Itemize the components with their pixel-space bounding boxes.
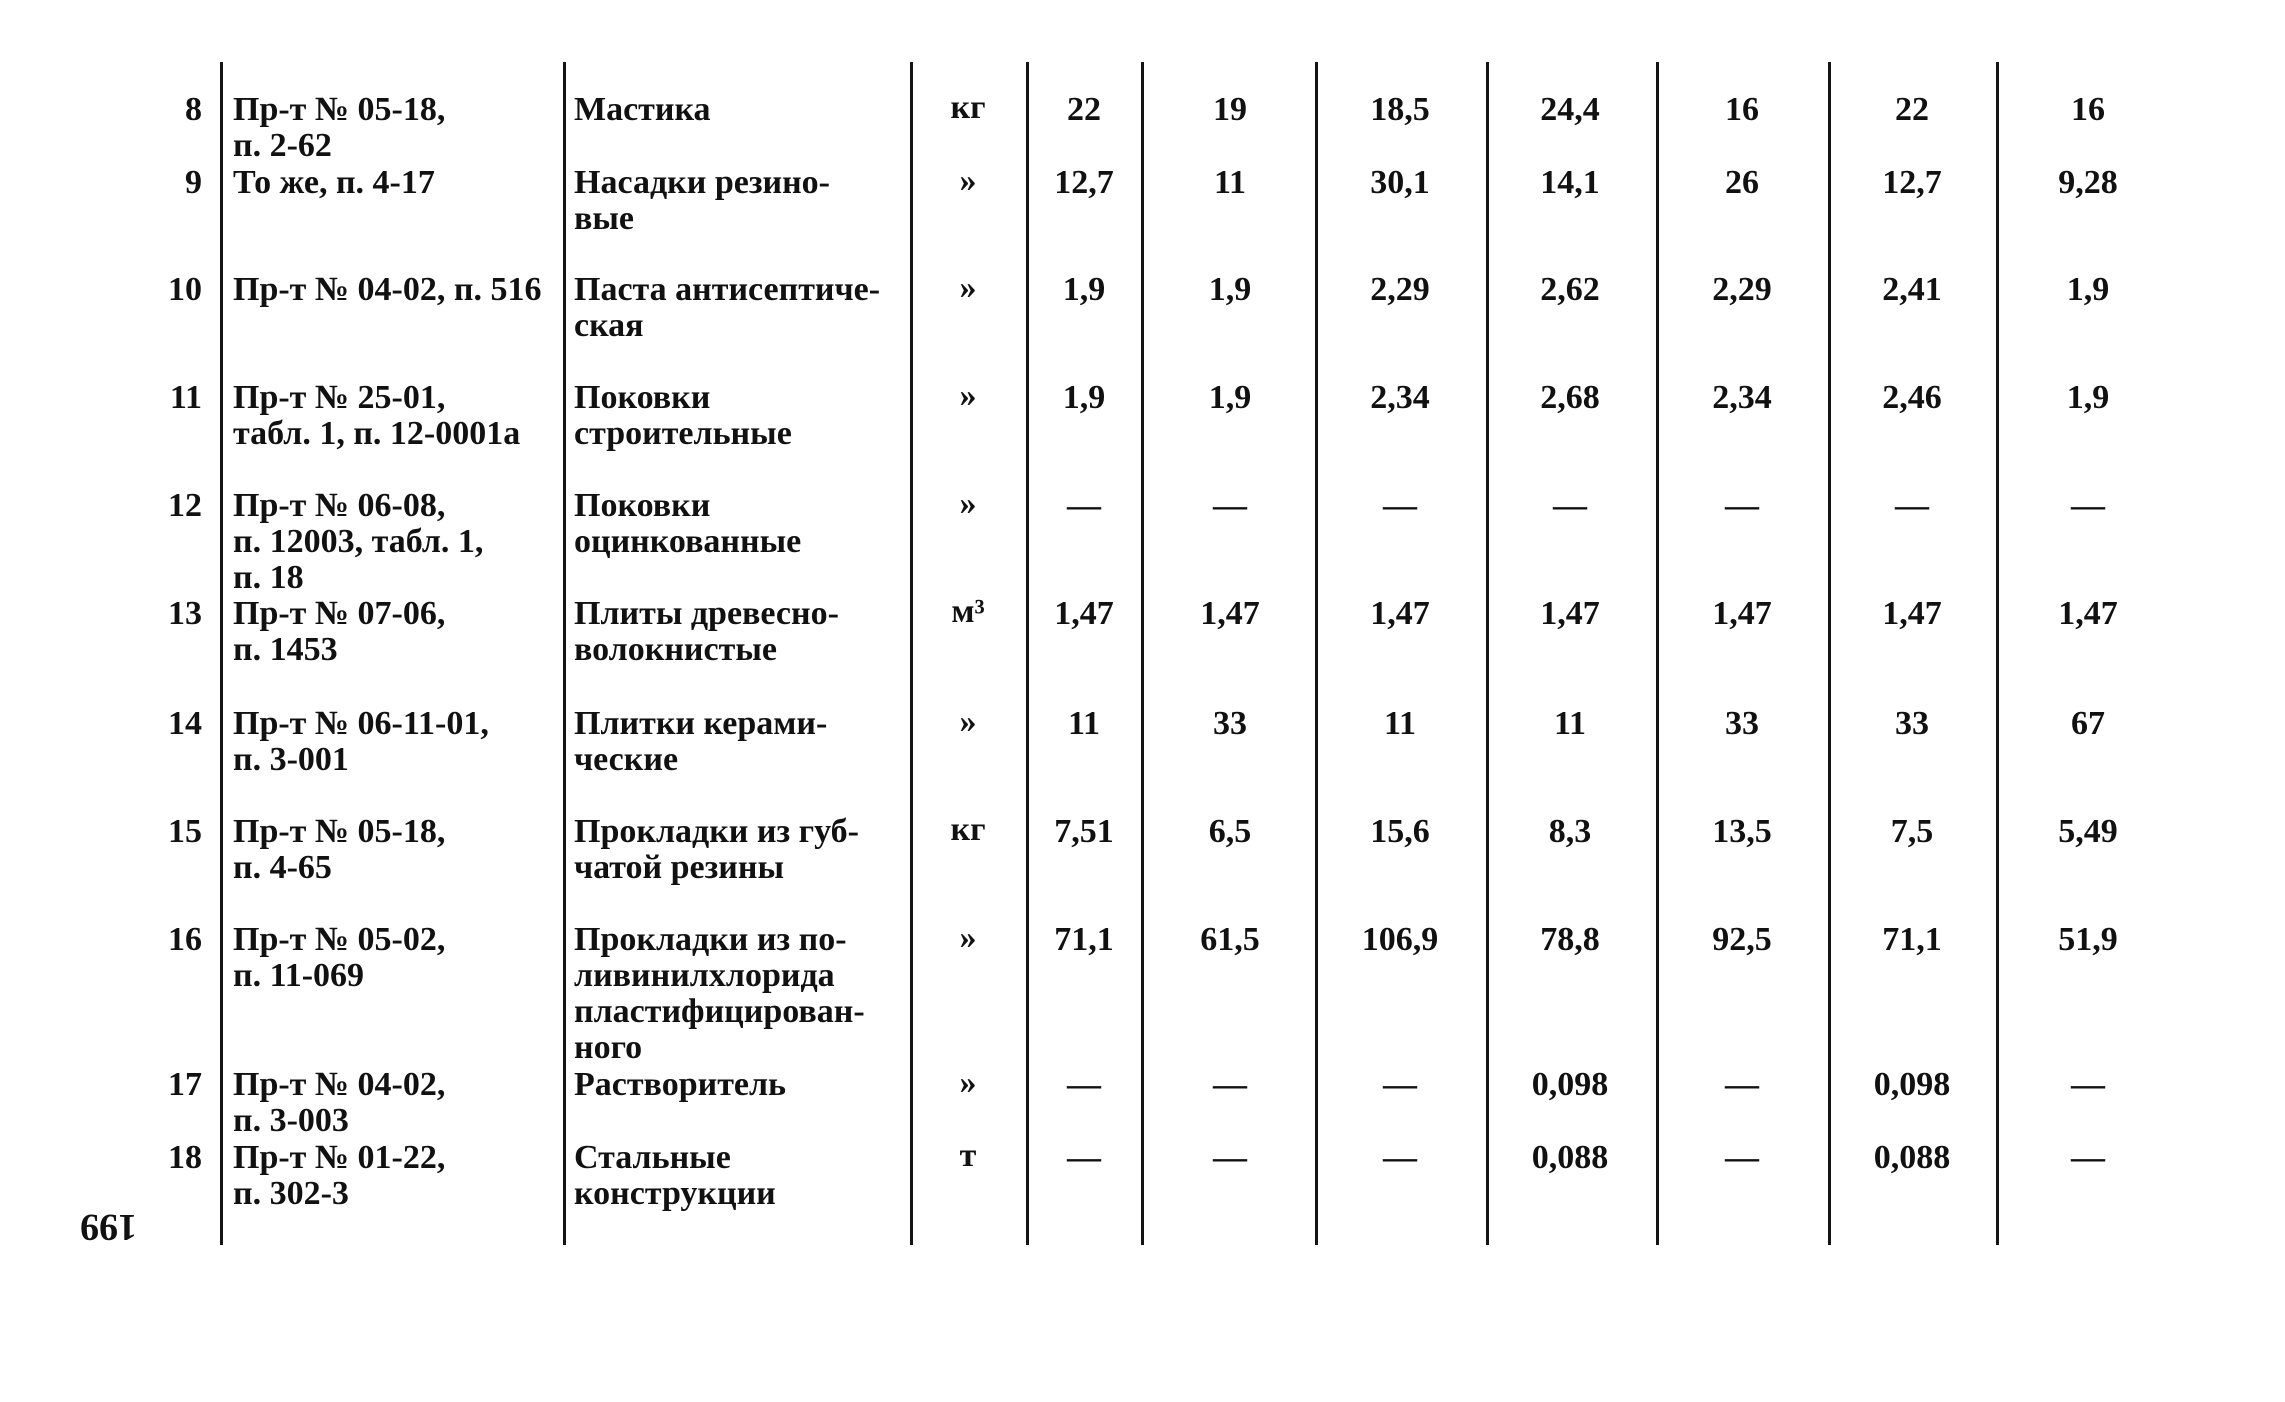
value-cell: 30,1 (1370, 164, 1430, 201)
source-reference-line: Пр-т № 01-22, (233, 1139, 446, 1176)
material-name (574, 165, 830, 237)
value-cell: 0,098 (1873, 1066, 1951, 1103)
source-reference-line: табл. 1, п. 12-0001а (233, 415, 521, 452)
row-number: 10 (168, 271, 202, 308)
source-reference (233, 814, 445, 886)
material-name-line: Поковки (574, 379, 711, 416)
material-name (574, 922, 865, 1066)
value-cell: 9,28 (2058, 164, 2118, 201)
row-number: 15 (168, 813, 202, 850)
source-reference-line: п. 11-069 (233, 957, 365, 994)
source-reference-line: п. 18 (233, 559, 304, 596)
value-cell: 16 (2071, 91, 2105, 128)
value-cell: 2,68 (1540, 379, 1600, 416)
source-reference (233, 1140, 445, 1212)
material-name (574, 706, 827, 778)
value-cell: 33 (1895, 705, 1929, 742)
value-cell: 5,49 (2058, 813, 2118, 850)
value-cell: 92,5 (1712, 921, 1772, 958)
source-reference-line: Пр-т № 06-11-01, (233, 705, 489, 742)
value-cell: — (1725, 1066, 1759, 1103)
value-cell: — (1895, 487, 1929, 524)
source-reference-line: Пр-т № 04-02, п. 516 (233, 271, 542, 308)
row-number: 17 (168, 1066, 202, 1103)
material-name-line: Прокладки из губ- (574, 813, 859, 850)
value-cell: 11 (1213, 164, 1247, 201)
value-cell: — (2071, 1066, 2105, 1103)
source-reference (233, 1067, 445, 1139)
value-cell: 71,1 (1882, 921, 1942, 958)
value-cell: 67 (2071, 705, 2105, 742)
source-reference-line: Пр-т № 25-01, (233, 379, 446, 416)
source-reference (233, 922, 445, 994)
row-number: 14 (168, 705, 202, 742)
material-name-line: ного (574, 1029, 643, 1066)
value-cell: — (1067, 487, 1101, 524)
material-name (574, 92, 711, 128)
column-rule-7 (1486, 62, 1489, 1245)
value-cell: 1,47 (1712, 595, 1772, 632)
unit-cell: » (959, 162, 977, 199)
value-cell: — (1213, 1066, 1247, 1103)
value-cell: 24,4 (1540, 91, 1600, 128)
unit-cell: кг (950, 89, 986, 126)
material-name-line: чатой резины (574, 849, 785, 886)
column-rule-2 (563, 62, 566, 1245)
value-cell: 14,1 (1540, 164, 1600, 201)
unit-cell: » (959, 919, 977, 956)
value-cell: 1,9 (1208, 271, 1252, 308)
page-number: 199 (80, 1206, 137, 1248)
value-cell: 71,1 (1054, 921, 1114, 958)
column-rule-3 (910, 62, 913, 1245)
material-name-line: ческие (574, 741, 679, 778)
column-rule-6 (1315, 62, 1318, 1245)
row-number: 8 (185, 91, 202, 128)
value-cell: 2,29 (1712, 271, 1772, 308)
material-name-line: вые (574, 200, 634, 237)
material-name-line: Насадки резино- (574, 164, 830, 201)
value-cell: 1,47 (1540, 595, 1600, 632)
value-cell: — (1725, 1139, 1759, 1176)
value-cell: — (1725, 487, 1759, 524)
value-cell: 11 (1067, 705, 1101, 742)
value-cell: — (2071, 1139, 2105, 1176)
value-cell: 2,62 (1540, 271, 1600, 308)
value-cell: — (1383, 1066, 1417, 1103)
value-cell: 22 (1895, 91, 1929, 128)
source-reference-line: Пр-т № 06-08, (233, 487, 446, 524)
value-cell: 2,34 (1370, 379, 1430, 416)
material-name (574, 488, 801, 560)
value-cell: 11 (1553, 705, 1587, 742)
material-name-line: волокнистые (574, 631, 777, 668)
material-name-line: ливинилхлорида (574, 957, 835, 994)
value-cell: — (1213, 487, 1247, 524)
row-number: 18 (168, 1139, 202, 1176)
value-cell: 1,47 (1054, 595, 1114, 632)
value-cell: 8,3 (1548, 813, 1592, 850)
material-name-line: Паста антисептиче- (574, 271, 881, 308)
value-cell: 19 (1213, 91, 1247, 128)
material-name-line: конструкции (574, 1175, 776, 1212)
value-cell: — (1383, 487, 1417, 524)
value-cell: 13,5 (1712, 813, 1772, 850)
source-reference-line: Пр-т № 07-06, (233, 595, 446, 632)
value-cell: 11 (1383, 705, 1417, 742)
source-reference (233, 165, 435, 201)
value-cell: 0,088 (1873, 1139, 1951, 1176)
column-rule-1 (220, 62, 223, 1245)
value-cell: 6,5 (1208, 813, 1252, 850)
material-name-line: Мастика (574, 91, 711, 128)
material-name-line: Плитки керами- (574, 705, 828, 742)
row-number: 11 (169, 379, 202, 416)
value-cell: 1,47 (1882, 595, 1942, 632)
value-cell: 2,46 (1882, 379, 1942, 416)
value-cell: 1,47 (2058, 595, 2118, 632)
source-reference (233, 380, 520, 452)
unit-cell: т (959, 1137, 977, 1174)
unit-cell: кг (950, 811, 986, 848)
value-cell: 1,9 (2066, 379, 2110, 416)
source-reference (233, 706, 489, 778)
source-reference-line: Пр-т № 05-18, (233, 813, 446, 850)
value-cell: 1,9 (1062, 271, 1106, 308)
value-cell: 51,9 (2058, 921, 2118, 958)
value-cell: 61,5 (1200, 921, 1260, 958)
value-cell: 1,9 (1062, 379, 1106, 416)
material-name-line: строительные (574, 415, 792, 452)
value-cell: 1,9 (1208, 379, 1252, 416)
unit-cell: » (959, 269, 977, 306)
value-cell: — (1213, 1139, 1247, 1176)
value-cell: 78,8 (1540, 921, 1600, 958)
material-name (574, 596, 839, 668)
value-cell: 1,47 (1370, 595, 1430, 632)
value-cell: 0,088 (1531, 1139, 1609, 1176)
material-name-line: Растворитель (574, 1066, 787, 1103)
source-reference-line: п. 302-3 (233, 1175, 349, 1212)
material-name-line: ская (574, 307, 644, 344)
column-rule-9 (1828, 62, 1831, 1245)
source-reference-line: То же, п. 4-17 (233, 164, 435, 201)
value-cell: 2,34 (1712, 379, 1772, 416)
value-cell: 12,7 (1882, 164, 1942, 201)
source-reference-line: п. 2-62 (233, 127, 332, 164)
source-reference-line: п. 1453 (233, 631, 338, 668)
source-reference (233, 488, 483, 596)
row-number: 13 (168, 595, 202, 632)
source-reference-line: п. 3-001 (233, 741, 349, 778)
material-name (574, 1067, 786, 1103)
value-cell: — (1067, 1139, 1101, 1176)
value-cell: 18,5 (1370, 91, 1430, 128)
unit-cell: м³ (951, 593, 985, 630)
material-name-line: Поковки (574, 487, 711, 524)
material-name (574, 380, 792, 452)
value-cell: 33 (1725, 705, 1759, 742)
value-cell: 26 (1725, 164, 1759, 201)
value-cell: 2,41 (1882, 271, 1942, 308)
material-name (574, 272, 880, 344)
source-reference-line: Пр-т № 05-18, (233, 91, 446, 128)
value-cell: 12,7 (1054, 164, 1114, 201)
source-reference-line: п. 12003, табл. 1, (233, 523, 484, 560)
source-reference (233, 596, 445, 668)
material-name-line: оцинкованные (574, 523, 802, 560)
value-cell: 22 (1067, 91, 1101, 128)
value-cell: 1,47 (1200, 595, 1260, 632)
value-cell: — (1067, 1066, 1101, 1103)
value-cell: 0,098 (1531, 1066, 1609, 1103)
value-cell: — (1553, 487, 1587, 524)
material-name-line: Прокладки из по- (574, 921, 847, 958)
row-number: 12 (168, 487, 202, 524)
unit-cell: » (959, 703, 977, 740)
column-rule-8 (1656, 62, 1659, 1245)
value-cell: 7,51 (1054, 813, 1114, 850)
source-reference-line: п. 3-003 (233, 1102, 349, 1139)
material-name-line: Плиты древесно- (574, 595, 839, 632)
source-reference-line: Пр-т № 04-02, (233, 1066, 446, 1103)
source-reference-line: Пр-т № 05-02, (233, 921, 446, 958)
source-reference (233, 92, 445, 164)
unit-cell: » (959, 377, 977, 414)
material-name-line: Стальные (574, 1139, 731, 1176)
material-name (574, 1140, 776, 1212)
value-cell: 1,9 (2066, 271, 2110, 308)
value-cell: 7,5 (1890, 813, 1934, 850)
value-cell: 33 (1213, 705, 1247, 742)
value-cell: 2,29 (1370, 271, 1430, 308)
material-name (574, 814, 859, 886)
row-number: 9 (185, 164, 202, 201)
source-reference (233, 272, 541, 308)
value-cell: — (1383, 1139, 1417, 1176)
value-cell: 15,6 (1370, 813, 1430, 850)
value-cell: 106,9 (1361, 921, 1439, 958)
value-cell: 16 (1725, 91, 1759, 128)
material-name-line: пластифицирован- (574, 993, 865, 1030)
row-number: 16 (168, 921, 202, 958)
unit-cell: » (959, 1064, 977, 1101)
unit-cell: » (959, 485, 977, 522)
value-cell: — (2071, 487, 2105, 524)
column-rule-10 (1996, 62, 1999, 1245)
source-reference-line: п. 4-65 (233, 849, 332, 886)
